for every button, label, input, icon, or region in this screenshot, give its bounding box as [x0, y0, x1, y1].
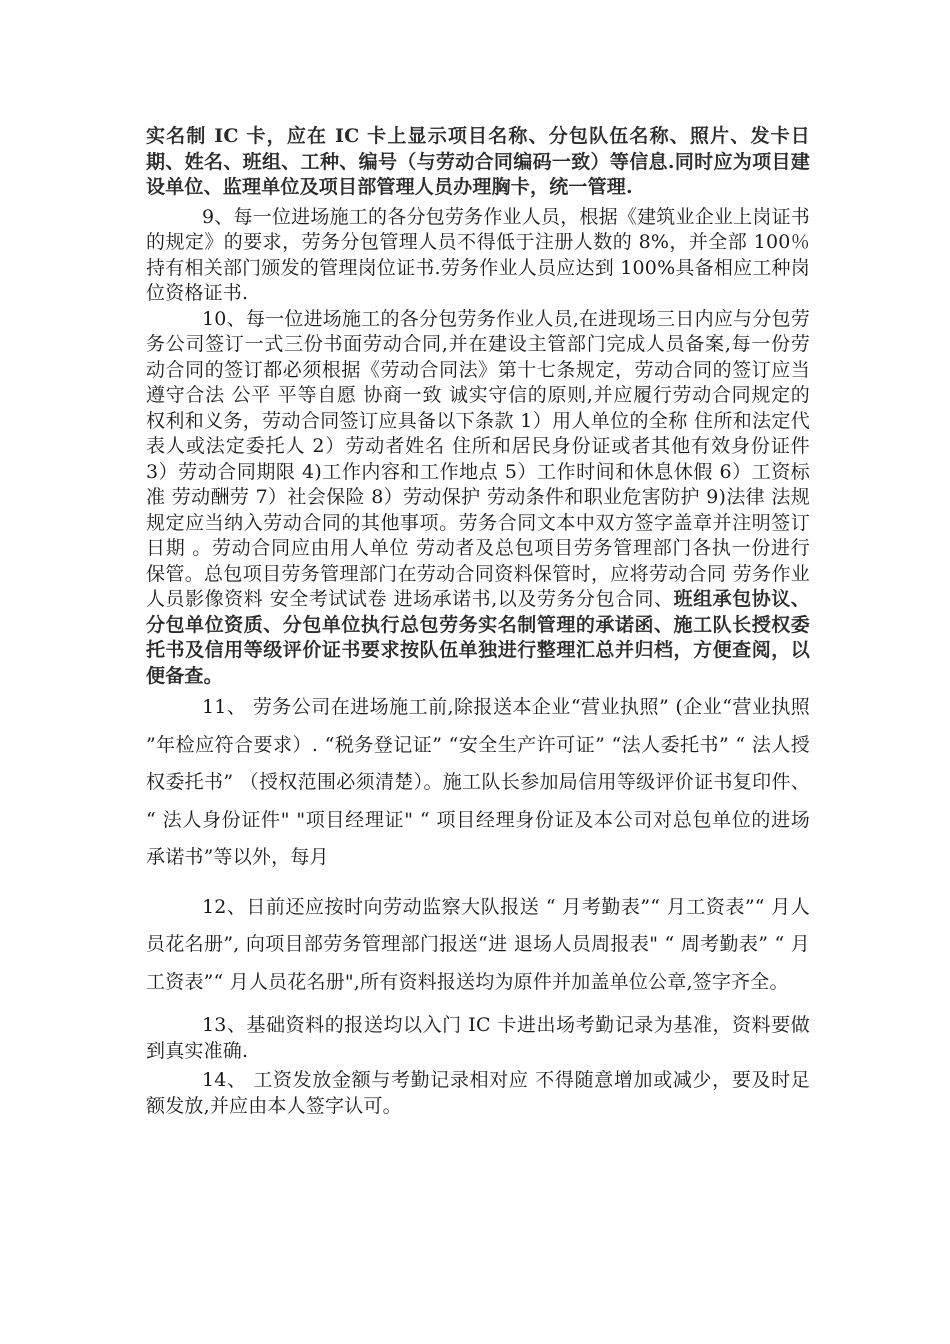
paragraph-10-regular: 10、每一位进场施工的各分包劳务作业人员,在进现场三日内应与分包劳务公司签订一式三份书面劳动合同,并在建设主管部门完成人员备案,每一份劳动合同的签订都必须根据《劳动合同法》第十七条规定，劳动合同的签订应当遵守合法 公平 平等自愿 协商一致 诚实守信的原则,并应履行劳动合同规定的权利和义务，劳动合同签订应具备以下条款 1）用人单位的全称 住所和法定代表人或法定委托人 2）劳动者姓名 住所和居民身份证或者其他有效身份证件 3）劳动合同期限 4)工作内容和工作地点 5）工作时间和休息休假 6）工资标准 劳动酬劳 7）社会保险 8）劳动保护 劳动条件和职业危害防护 9)法律 法规规定应当纳入劳动合同的其他事项。劳务合同文本中双方签字盖章并注明签订日期 。劳动合同应由用人单位 劳动者及总包项目劳务管理部门各执一份进行保管。总包项目劳务管理部门在劳动合同资料保管时，应将劳动合同 劳务作业人员影像资料 安全考试试卷 进场承诺书,以及劳务分包合同、	[146, 307, 810, 610]
paragraph-13: 13、基础资料的报送均以入门 IC 卡进出场考勤记录为基准，资料要做到真实准确.	[146, 1014, 810, 1062]
paragraph-ic-card: 实名制 IC 卡，应在 IC 卡上显示项目名称、分包队伍名称、照片、发卡日期、姓名、班组、工种、编号（与劳动合同编码一致）等信息.同时应为项目建设单位、监理单位及项目部管理人员办理胸卡，统一管理.	[146, 125, 810, 198]
paragraph-11: 11、 劳务公司在进场施工前,除报送本企业“营业执照” (企业“营业执照 ”年检应符合要求）. “税务登记证” “安全生产许可证” “法人委托书” “ 法人授权委托书” （授权范围必须清楚）。施工队长参加局信用等级评价证书复印件、 “ 法人身份证件" "项目经理证" “ 项目经理身份证及本公司对总包单位的进场承诺书”等以外，每月	[146, 696, 810, 868]
paragraph-12: 12、日前还应按时向劳动监察大队报送 “ 月考勤表”“ 月工资表”“ 月人员花名册”, 向项目部劳务管理部门报送“进 退场人员周报表" “ 周考勤表” “ 月工资表”“ 月人员花名册",所有资料报送均为原件并加盖单位公章,签字齐全。	[146, 895, 810, 993]
paragraph-10	[146, 307, 810, 690]
paragraph-9: 9、每一位进场施工的各分包劳务作业人员，根据《建筑业企业上岗证书的规定》的要求，劳务分包管理人员不得低于注册人数的 8%，并全部 100％持有相关部门颁发的管理岗位证书.劳务作业人员应达到 100%具备相应工种岗位资格证书.	[146, 205, 810, 304]
paragraph-14: 14、 工资发放金额与考勤记录相对应 不得随意增加或减少，要及时足额发放,并应由本人签字认可。	[146, 1069, 810, 1117]
paragraph-10-bold: 班组承包协议、分包单位资质、分包单位执行总包劳务实名制管理的承诺函、施工队长授权委托书及信用等级评价证书要求按队伍单独进行整理汇总并归档，方便查阅，以便备查。	[146, 588, 810, 687]
document-page	[146, 124, 810, 1119]
